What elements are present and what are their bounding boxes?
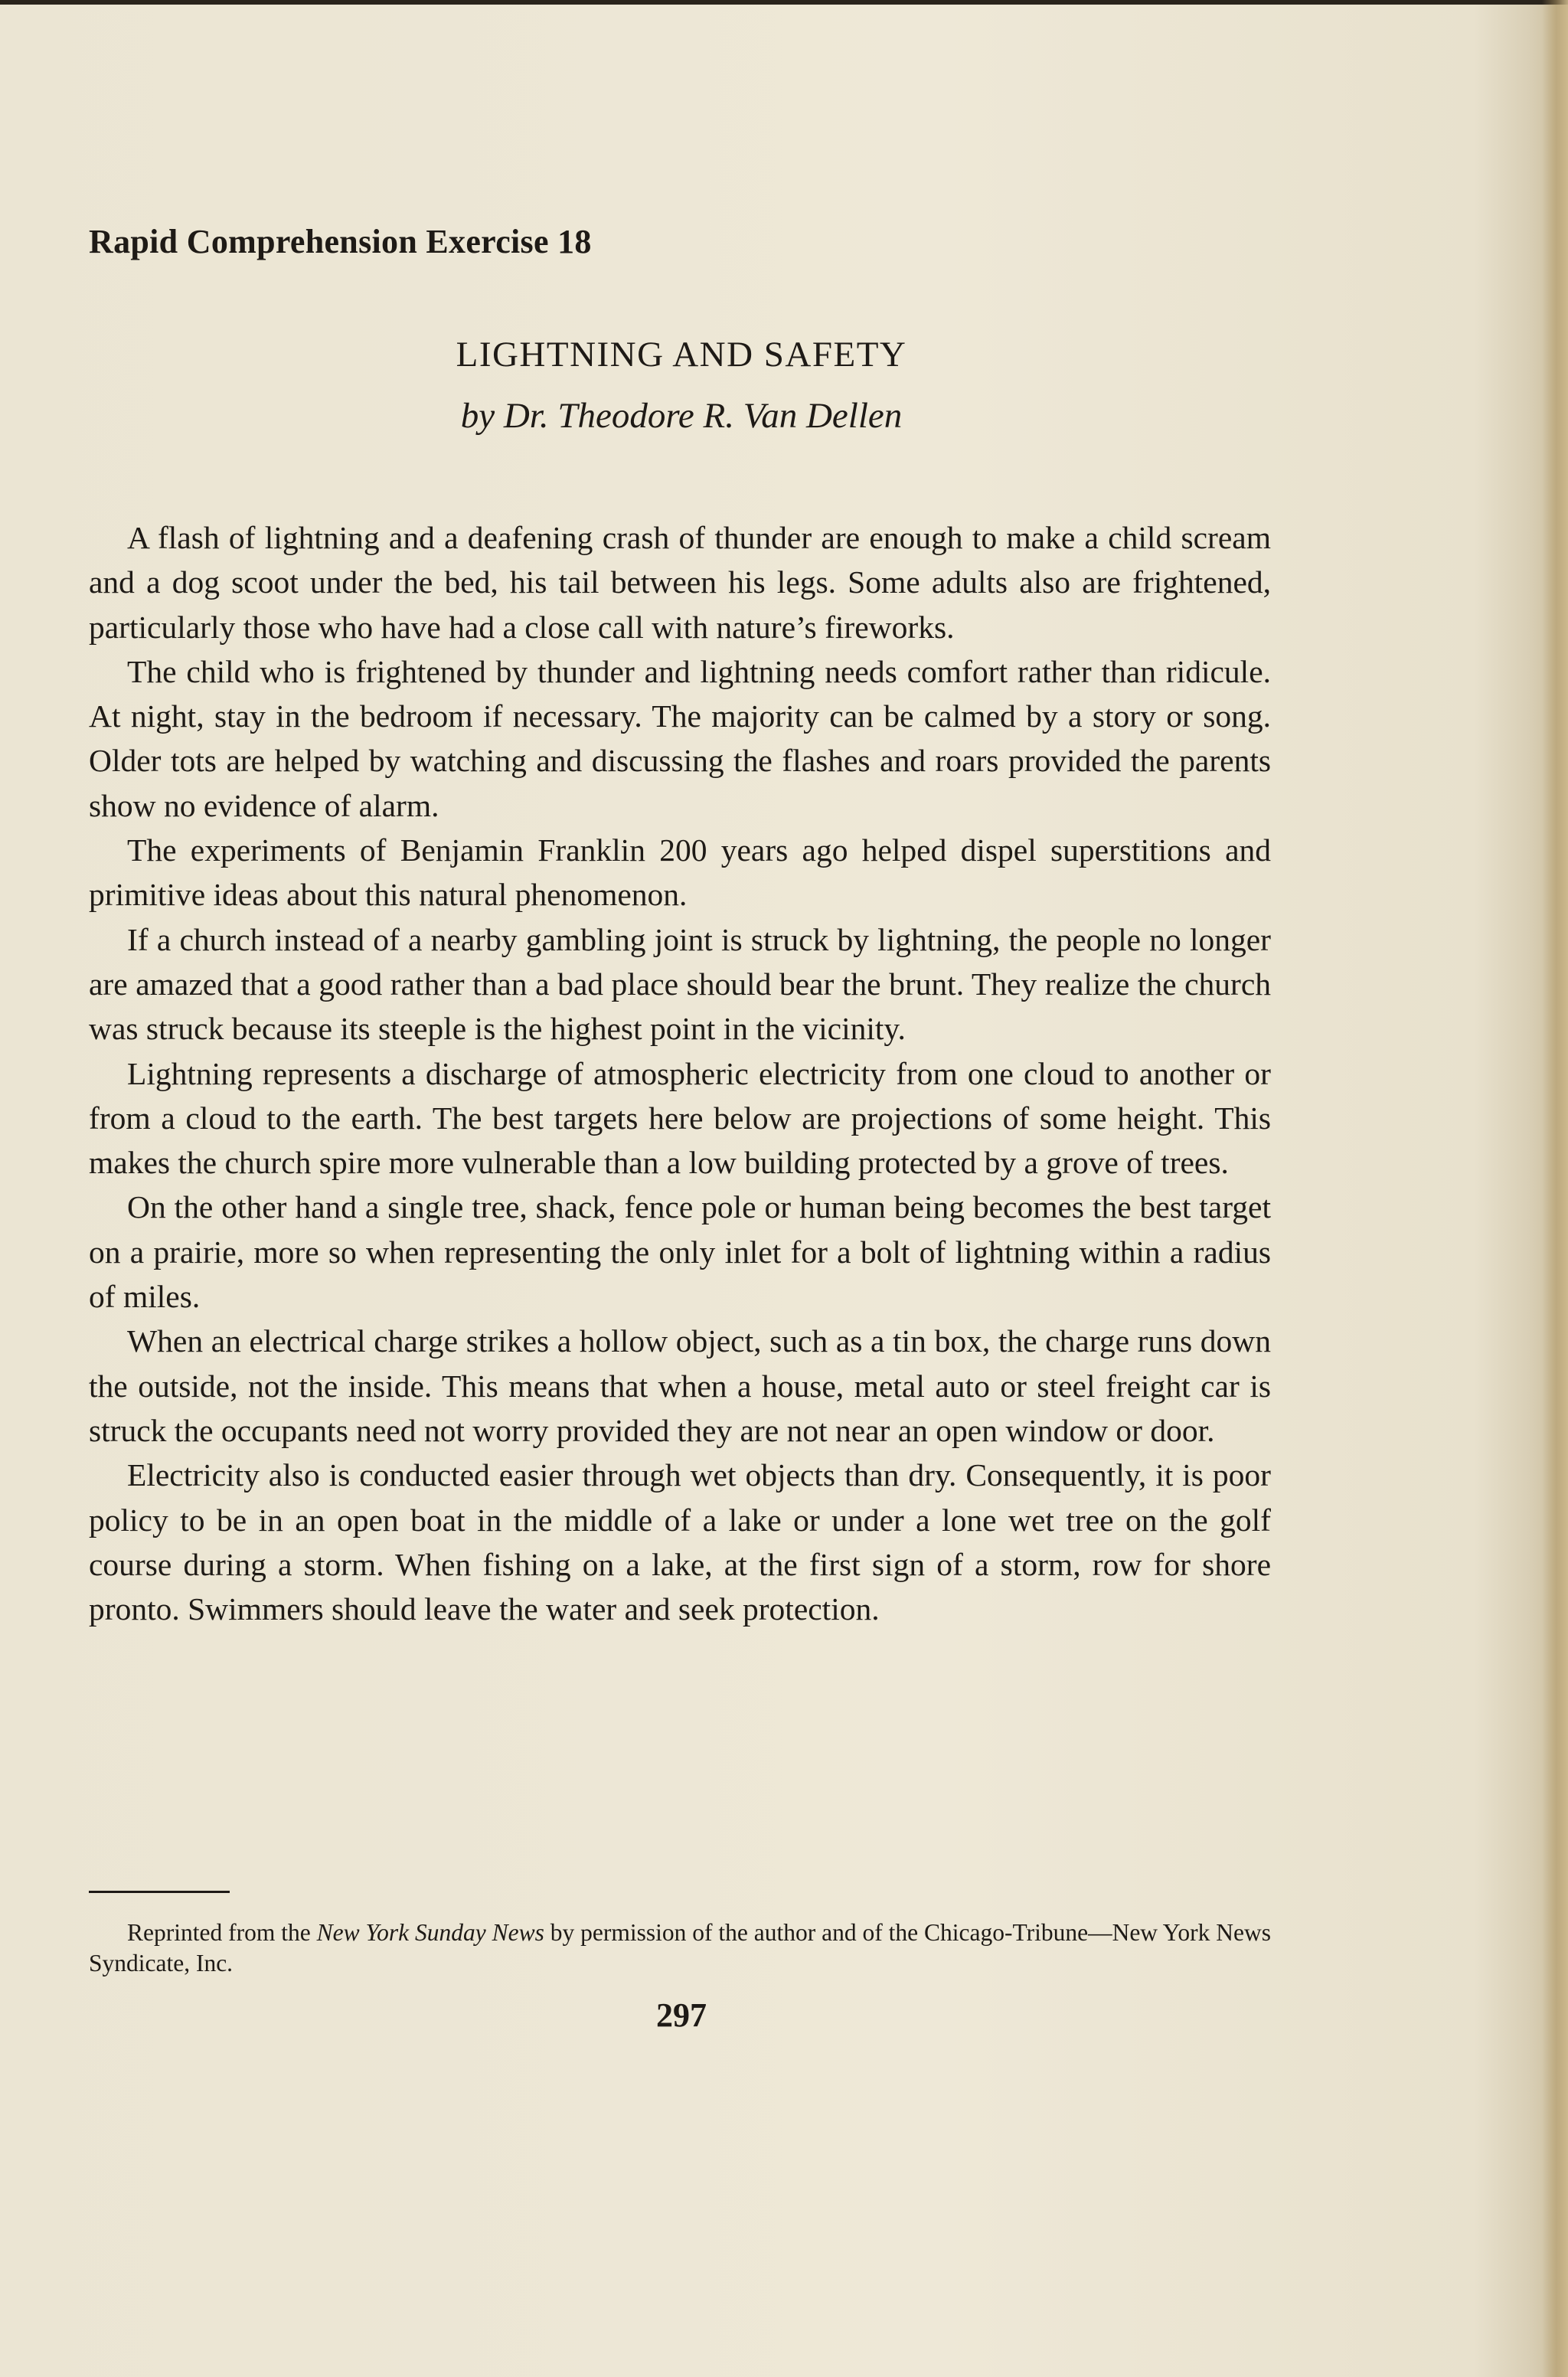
footnote-text-start: Reprinted from the (127, 1919, 317, 1946)
paragraph: Electricity also is conducted easier through wet objects than dry. Consequently, it is poor policy to be in an open boat in the middle of a lake or under a lone wet tree on the golf course during a storm. When fishing on a lake, at the first sign of a storm, row for shore pronto. Swimmers should leave the water and seek protection. (89, 1457, 1271, 1627)
paragraph: The child who is frightened by thunder and lightning needs comfort rather than ridicule. At night, stay in the bedroom if necessary. The majority can be calmed by a story or song. Older tots are helped by watching and discussing the flashes and roars provided the parents show no evidence of alarm. (89, 653, 1271, 823)
page-top-edge (0, 0, 1568, 5)
article-title: LIGHTNING AND SAFETY (456, 335, 907, 374)
paragraph: On the other hand a single tree, shack, fence pole or human being becomes the best target on a prairie, more so when representing the only inlet for a bolt of lightning within a radius of miles. (89, 1189, 1271, 1315)
page-number: 297 (656, 1996, 707, 2034)
footnote-publication: New York Sunday News (316, 1919, 544, 1946)
footnote-text-end: by permission of the author and of the Chicago-Tribune—New York News Syndicate, Inc. (89, 1919, 1271, 1976)
paragraph: The experiments of Benjamin Franklin 200 years ago helped dispel superstitions and primitive ideas about this natural phenomenon. (89, 832, 1271, 913)
paragraph: When an electrical charge strikes a hollow object, such as a tin box, the charge runs down the outside, not the inside. This means that when a house, metal auto or steel freight car is struck the occupants need not worry provided they are not near an open window or door. (89, 1323, 1271, 1448)
article-byline: by Dr. Theodore R. Van Dellen (460, 396, 903, 436)
article-body (89, 515, 1271, 1631)
paragraph: Lightning represents a discharge of atmospheric electricity from one cloud to another or from a cloud to the earth. The best targets here below are projections of some height. This makes the church spire more vulnerable than a low building protected by a grove of trees. (89, 1055, 1271, 1181)
footnote-divider (89, 1891, 230, 1893)
page-binding-edge (1542, 0, 1568, 2377)
paragraph: If a church instead of a nearby gambling joint is struck by lightning, the people no longer are amazed that a good rather than a bad place should bear the brunt. They realize the church was struck because its steeple is the highest point in the vicinity. (89, 921, 1271, 1047)
footnote (89, 1918, 1271, 1979)
paragraph: A flash of lightning and a deafening crash of thunder are enough to make a child scream and a dog scoot under the bed, his tail between his legs. Some adults also are frightened, particularly those who have had a close call with nature’s fireworks. (89, 520, 1271, 645)
exercise-label: Rapid Comprehension Exercise 18 (89, 223, 592, 260)
